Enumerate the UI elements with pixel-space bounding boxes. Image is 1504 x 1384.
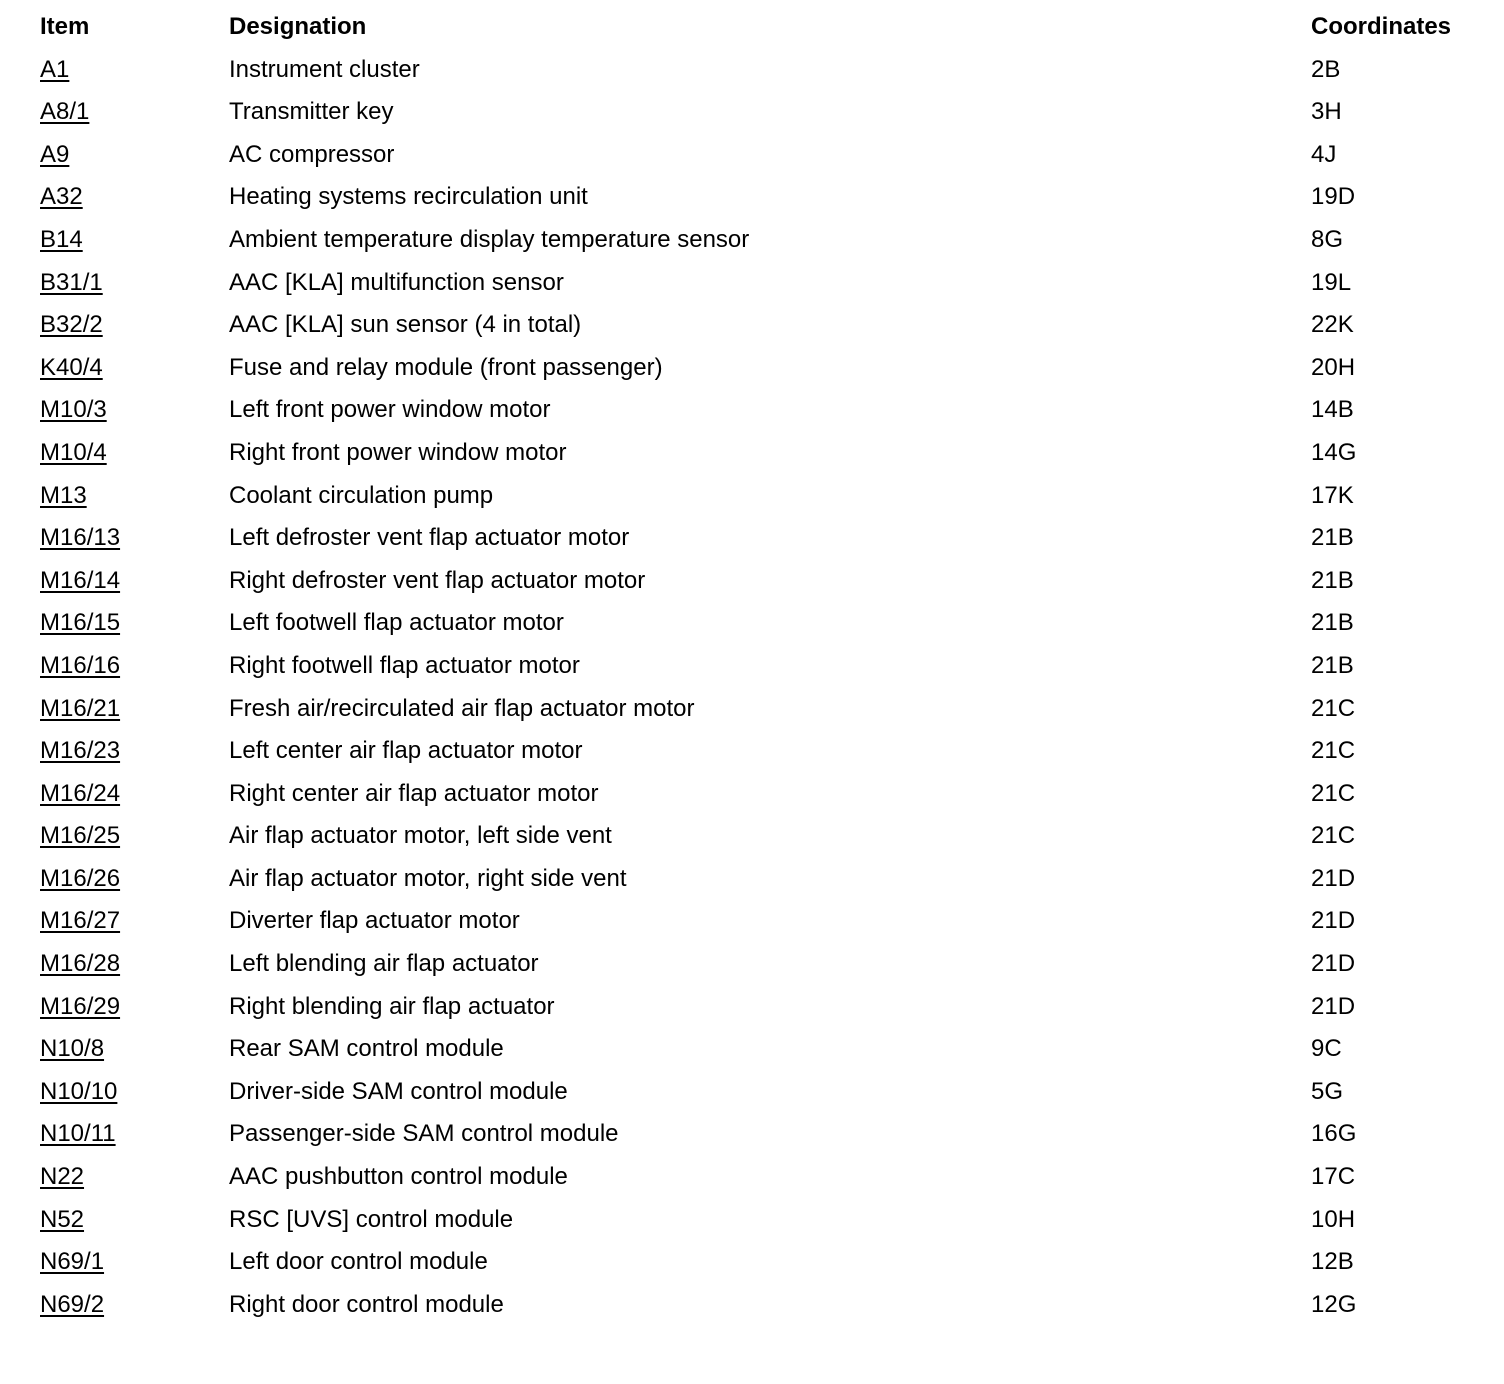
table-row (40, 602, 1480, 645)
coordinates-text: 21C (1311, 694, 1356, 722)
table-row (40, 986, 1480, 1029)
table-row (40, 1156, 1480, 1199)
item-link[interactable]: M16/26 (40, 864, 121, 892)
table-row (40, 176, 1480, 219)
table-row (40, 389, 1480, 432)
item-link[interactable]: M16/16 (40, 651, 121, 679)
coordinates-text: 10H (1311, 1205, 1356, 1233)
designation-text: AAC pushbutton control module (229, 1163, 568, 1191)
designation-text: Instrument cluster (229, 55, 420, 83)
designation-text: Left blending air flap actuator (229, 950, 539, 978)
table-row (40, 943, 1480, 986)
coordinates-text: 19D (1311, 183, 1356, 211)
table-row (40, 517, 1480, 560)
designation-text: Ambient temperature display temperature sensor (229, 225, 750, 253)
coordinates-text: 21C (1311, 822, 1356, 850)
item-link[interactable]: M16/25 (40, 822, 121, 850)
designation-text: Left defroster vent flap actuator motor (229, 524, 630, 552)
coordinates-text: 21B (1311, 566, 1354, 594)
table-body (40, 49, 1480, 1327)
item-link[interactable]: B32/2 (40, 311, 103, 339)
coordinates-text: 16G (1311, 1120, 1357, 1148)
designation-text: Right front power window motor (229, 438, 567, 466)
coordinates-text: 14G (1311, 438, 1357, 466)
item-link[interactable]: M10/4 (40, 438, 107, 466)
designation-text: Air flap actuator motor, right side vent (229, 864, 627, 892)
table-row (40, 304, 1480, 347)
designation-text: Diverter flap actuator motor (229, 907, 520, 935)
designation-text: Left door control module (229, 1248, 488, 1276)
item-link[interactable]: M16/15 (40, 609, 121, 637)
designation-text: Air flap actuator motor, left side vent (229, 822, 612, 850)
item-link[interactable]: N52 (40, 1205, 85, 1233)
header-designation: Designation (229, 13, 367, 40)
designation-text: Right blending air flap actuator (229, 992, 555, 1020)
table-row (40, 1199, 1480, 1242)
table-row (40, 688, 1480, 731)
item-link[interactable]: M16/29 (40, 992, 121, 1020)
table-row (40, 645, 1480, 688)
table-row (40, 1028, 1480, 1071)
item-link[interactable]: M16/27 (40, 907, 121, 935)
item-link[interactable]: K40/4 (40, 353, 103, 381)
item-link[interactable]: A1 (40, 55, 70, 83)
designation-text: Fresh air/recirculated air flap actuator motor (229, 694, 695, 722)
coordinates-text: 17C (1311, 1163, 1356, 1191)
table-row (40, 347, 1480, 390)
item-link[interactable]: A8/1 (40, 98, 90, 126)
table-row (40, 560, 1480, 603)
table-header-row (40, 6, 1480, 49)
designation-text: Left footwell flap actuator motor (229, 609, 564, 637)
designation-text: Right defroster vent flap actuator motor (229, 566, 646, 594)
designation-text: Coolant circulation pump (229, 481, 494, 509)
item-link[interactable]: M16/21 (40, 694, 121, 722)
item-link[interactable]: A32 (40, 183, 83, 211)
table-row (40, 1071, 1480, 1114)
table-row (40, 91, 1480, 134)
coordinates-text: 12B (1311, 1248, 1354, 1276)
item-link[interactable]: N10/10 (40, 1077, 118, 1105)
component-legend-table (40, 6, 1480, 1326)
designation-text: Left front power window motor (229, 396, 551, 424)
table-row (40, 262, 1480, 305)
table-row (40, 773, 1480, 816)
item-link[interactable]: N69/2 (40, 1290, 105, 1318)
designation-text: Right center air flap actuator motor (229, 779, 599, 807)
coordinates-text: 3H (1311, 98, 1342, 126)
coordinates-text: 21B (1311, 609, 1354, 637)
coordinates-text: 21D (1311, 864, 1356, 892)
table-row (40, 219, 1480, 262)
table-row (40, 49, 1480, 92)
table-row (40, 134, 1480, 177)
designation-text: Right footwell flap actuator motor (229, 651, 580, 679)
coordinates-text: 2B (1311, 55, 1341, 83)
coordinates-text: 9C (1311, 1035, 1342, 1063)
coordinates-text: 19L (1311, 268, 1352, 296)
designation-text: Driver-side SAM control module (229, 1077, 568, 1105)
designation-text: Heating systems recirculation unit (229, 183, 588, 211)
header-item: Item (40, 13, 90, 40)
designation-text: Transmitter key (229, 98, 394, 126)
item-link[interactable]: A9 (40, 140, 70, 168)
item-link[interactable]: M16/13 (40, 524, 121, 552)
coordinates-text: 14B (1311, 396, 1354, 424)
coordinates-text: 20H (1311, 353, 1356, 381)
table-row (40, 815, 1480, 858)
designation-text: AC compressor (229, 140, 395, 168)
coordinates-text: 5G (1311, 1077, 1344, 1105)
item-link[interactable]: M10/3 (40, 396, 107, 424)
coordinates-text: 4J (1311, 140, 1337, 168)
item-link[interactable]: M16/23 (40, 737, 121, 765)
header-coordinates: Coordinates (1311, 13, 1452, 40)
designation-text: RSC [UVS] control module (229, 1205, 514, 1233)
designation-text: Rear SAM control module (229, 1035, 504, 1063)
table-row (40, 1113, 1480, 1156)
item-link[interactable]: M16/14 (40, 566, 121, 594)
table-row (40, 1241, 1480, 1284)
item-link[interactable]: N69/1 (40, 1248, 105, 1276)
designation-text: Left center air flap actuator motor (229, 737, 583, 765)
coordinates-text: 21D (1311, 992, 1356, 1020)
item-link[interactable]: N10/8 (40, 1035, 105, 1063)
designation-text: Right door control module (229, 1290, 504, 1318)
coordinates-text: 8G (1311, 225, 1344, 253)
coordinates-text: 22K (1311, 311, 1354, 339)
table-row (40, 432, 1480, 475)
item-link[interactable]: N10/11 (40, 1120, 116, 1148)
coordinates-text: 21B (1311, 524, 1354, 552)
coordinates-text: 12G (1311, 1290, 1357, 1318)
item-link[interactable]: B31/1 (40, 268, 103, 296)
coordinates-text: 21D (1311, 907, 1356, 935)
item-link[interactable]: N22 (40, 1163, 85, 1191)
item-link[interactable]: M13 (40, 481, 87, 509)
table-row (40, 1284, 1480, 1327)
coordinates-text: 21C (1311, 737, 1356, 765)
coordinates-text: 21D (1311, 950, 1356, 978)
item-link[interactable]: M16/24 (40, 779, 121, 807)
table-row (40, 475, 1480, 518)
designation-text: Passenger-side SAM control module (229, 1120, 619, 1148)
designation-text: Fuse and relay module (front passenger) (229, 353, 663, 381)
coordinates-text: 17K (1311, 481, 1354, 509)
table-row (40, 858, 1480, 901)
item-link[interactable]: M16/28 (40, 950, 121, 978)
item-link[interactable]: B14 (40, 225, 83, 253)
coordinates-text: 21C (1311, 779, 1356, 807)
table-row (40, 900, 1480, 943)
coordinates-text: 21B (1311, 651, 1354, 679)
designation-text: AAC [KLA] sun sensor (4 in total) (229, 311, 582, 339)
designation-text: AAC [KLA] multifunction sensor (229, 268, 564, 296)
table-row (40, 730, 1480, 773)
